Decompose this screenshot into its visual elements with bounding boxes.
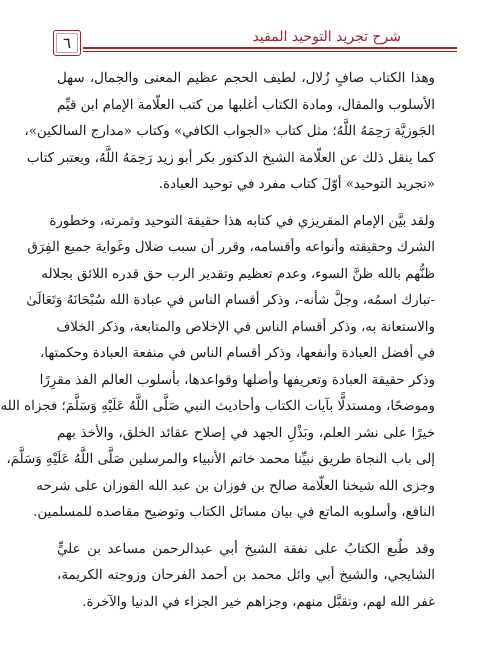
text-line: الشايجي، والشيخ أبي وائل محمد بن أحمد الفرحان وزوجته الكريمة،: [57, 568, 435, 583]
text-line: الشرك وحقيقته وأنواعه وأقسامه، وقرر أن سبب ضلال وغَواية جميع الفِرَق: [27, 240, 435, 255]
text-line: والاستعانة به، وذكر أقسام الناس في الإخلاص والمتابعة، وذكر الخلاف: [56, 319, 435, 335]
text-line: ولقد بيَّن الإمام المقريزي في كتابه هذا حقيقة التوحيد وثمرته، وخطورة: [49, 213, 435, 229]
text-line: خيرًا على نشر العلم، وبَذْلِ الجهد في إصلاح عقائد الخلق، والأخذ بهم: [57, 425, 435, 441]
text-line: الجَوزيَّة رَحِمَهُ اللَّهُ؛ مثل كتاب «الجواب الكافي» وكتاب «مدارج السالكين»،: [24, 124, 435, 139]
text-line: وجزى الله شيخنا العلّامة صالح بن فوزان بن عبد الله الفوزان على شرحه: [36, 478, 435, 494]
page-header: [53, 28, 457, 58]
page-body: [0, 66, 453, 657]
text-line: كما ينقل ذلك عن العلّامة الشيخ الدكتور بكر أبو زيد رَحِمَهُ اللَّهُ، ويعتبر كتاب: [26, 150, 435, 166]
text-line: -تبارك اسمُه، وجلَّ شأنه-، وذكر أقسام الناس في عبادة الله سُبْحَانَهُ وَتَعَالَىٰ: [26, 293, 435, 308]
text-line: وقد طُبع الكتابُ على نفقة الشيخ أبي عبدالرحمن مساعد بن عليٍّ: [57, 541, 435, 557]
text-line: الأسلوب والمقال، ومادة الكتاب أغلبها من كتب العلّامة الإمام ابن قيِّم: [57, 97, 435, 113]
running-title: شرح تجريد التوحيد المفيد: [252, 29, 401, 45]
text-line: وموضحًا، ومستدلًّا بآيات الكتاب وأحاديث النبي صَلَّى اللَّهُ عَلَيْهِ وَسَلَّمَ؛ فجزاه الله: [0, 399, 435, 414]
text-line: في أفضل العبادة وأنفعها، وذكر أقسام الناس في منفعة العبادة وحكمتها،: [39, 346, 435, 361]
header-rule: [83, 47, 457, 49]
text-line: إلى باب النجاة طريق نبيِّنا محمد خاتم الأنبياء والمرسلين صَلَّى اللَّهُ عَلَيْهِ وَسَلَّمَ،: [6, 452, 435, 467]
paragraph-3: [57, 537, 453, 617]
text-line: النافع، وأسلوبه الماتع في بيان مسائل الكتاب وتوضيح مقاصده للمسلمين.: [33, 505, 435, 520]
paragraph-1: [24, 66, 453, 199]
page-number: ٦: [53, 30, 81, 56]
text-line: وهذا الكتاب صافٍ زُلال، لطيف الحجم عظيم المعنى والجمال، سهل: [57, 71, 435, 86]
header-rule-thin: [83, 51, 457, 52]
text-line: «تجريد التوحيد» أوّلَ كتاب مفرد في توحيد العبادة.: [158, 177, 435, 192]
text-line: ظنُّهم بالله ظنَّ السوء، وعدم تعظيم وتقدير الرب حق قدره اللائق بجلاله: [41, 266, 435, 282]
text-line: غفر الله لهم، وتقبَّل منهم، وجزاهم خير الجزاء في الدنيا والآخرة.: [82, 594, 435, 610]
paragraph-2: [0, 209, 453, 527]
text-line: وذكر حقيقة العبادة وتعريفها وأصلها وقواعدها، بأسلوب العالم الفذ مقرِرًا: [39, 372, 435, 388]
